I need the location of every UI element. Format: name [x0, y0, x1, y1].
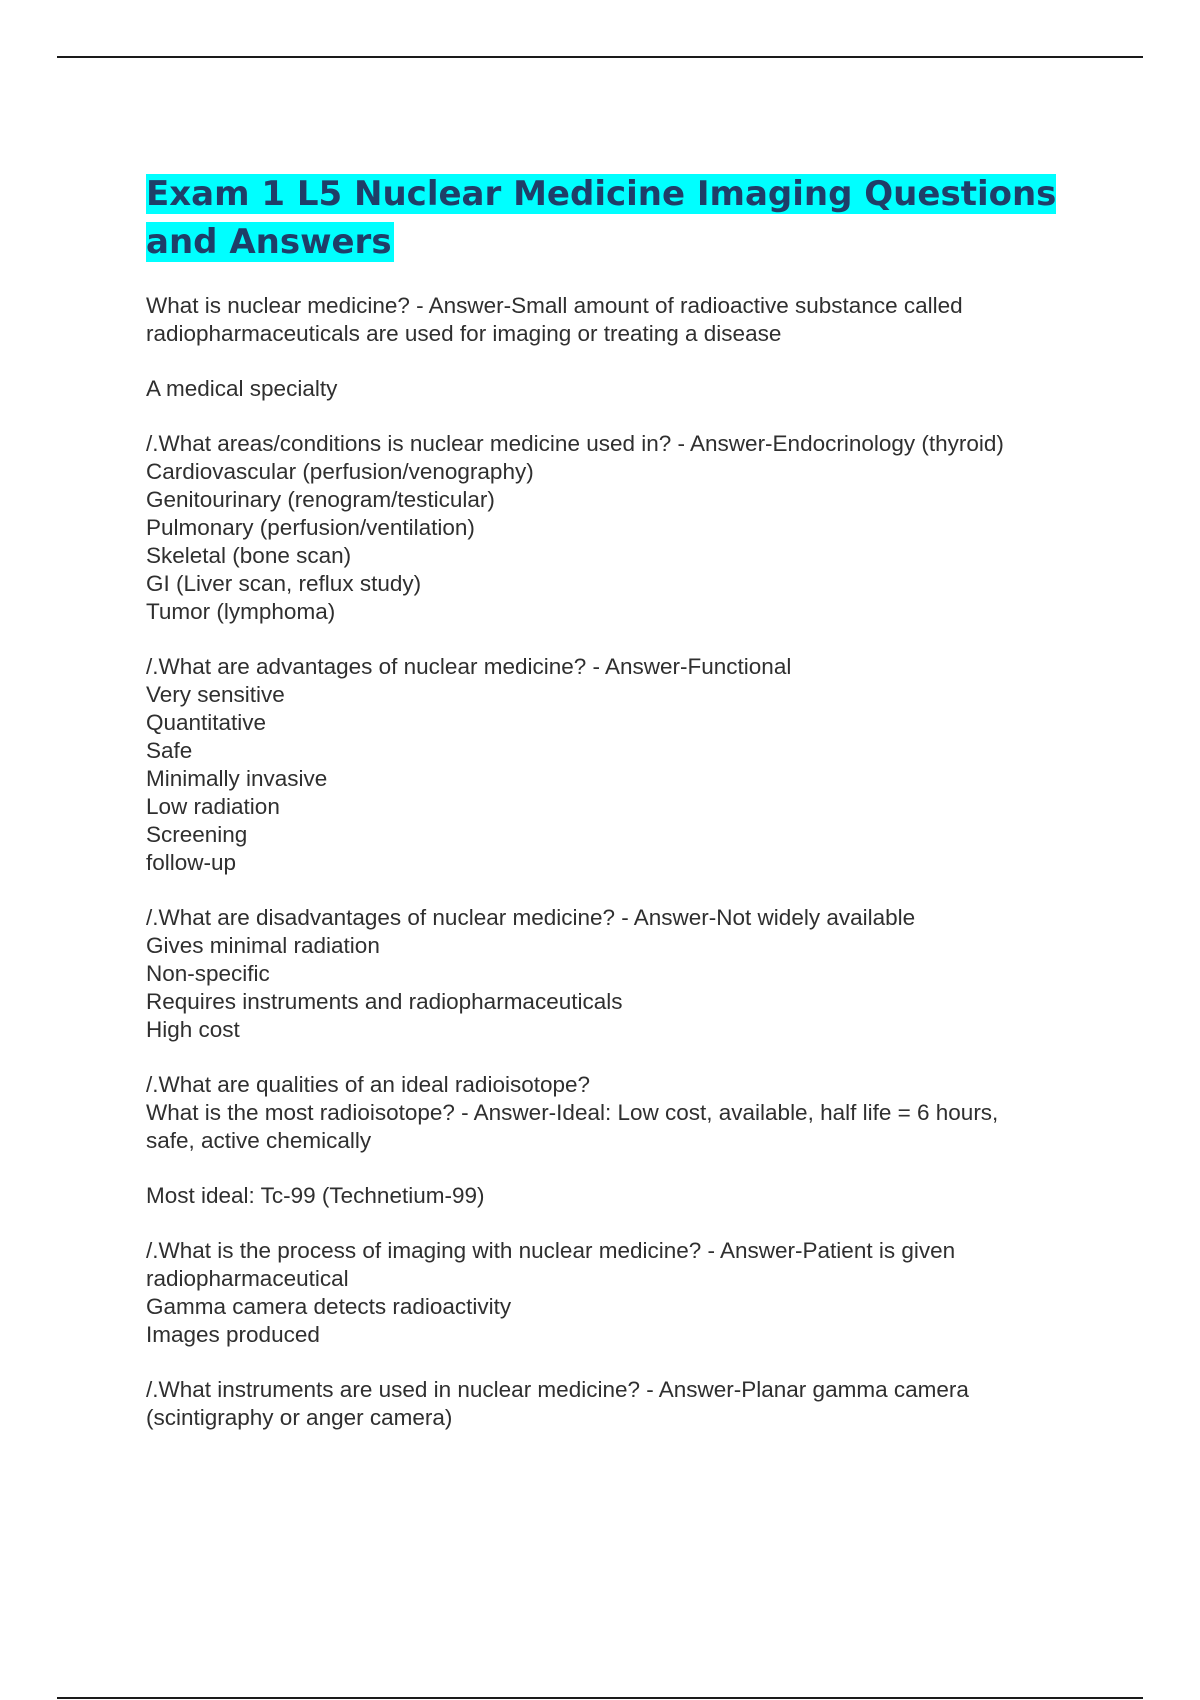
text-line: /.What areas/conditions is nuclear medicine used in? - Answer-Endocrinology (thyroid) — [146, 431, 1004, 456]
qa-block — [146, 375, 1096, 403]
text-line: /.What are advantages of nuclear medicine? - Answer-Functional — [146, 654, 792, 679]
document-title — [146, 170, 1096, 266]
text-line: What is nuclear medicine? - Answer-Small amount of radioactive substance called — [146, 293, 963, 318]
text-line: Gives minimal radiation — [146, 933, 380, 958]
text-line: radiopharmaceutical — [146, 1266, 349, 1291]
text-line: Minimally invasive — [146, 766, 328, 791]
text-line: safe, active chemically — [146, 1128, 372, 1153]
top-divider — [57, 56, 1143, 58]
text-line: Genitourinary (renogram/testicular) — [146, 487, 495, 512]
text-line: Very sensitive — [146, 682, 285, 707]
qa-block — [146, 430, 1096, 626]
text-line: /.What are disadvantages of nuclear medicine? - Answer-Not widely available — [146, 905, 916, 930]
qa-block — [146, 904, 1096, 1044]
text-line: Requires instruments and radiopharmaceuticals — [146, 989, 623, 1014]
text-line: Gamma camera detects radioactivity — [146, 1294, 512, 1319]
document-body — [146, 170, 1096, 1459]
qa-block — [146, 1237, 1096, 1349]
qa-block — [146, 1071, 1096, 1155]
text-line: High cost — [146, 1017, 240, 1042]
text-line: Non-specific — [146, 961, 270, 986]
text-line: /.What instruments are used in nuclear medicine? - Answer-Planar gamma camera — [146, 1377, 969, 1402]
text-line: Cardiovascular (perfusion/venography) — [146, 459, 534, 484]
qa-list — [146, 292, 1096, 1432]
qa-block — [146, 1182, 1096, 1210]
qa-block — [146, 653, 1096, 877]
text-line: follow-up — [146, 850, 237, 875]
text-line: Low radiation — [146, 794, 280, 819]
text-line: Skeletal (bone scan) — [146, 543, 352, 568]
text-line: Pulmonary (perfusion/ventilation) — [146, 515, 475, 540]
text-line: Images produced — [146, 1322, 320, 1347]
text-line: Most ideal: Tc-99 (Technetium-99) — [146, 1183, 485, 1208]
qa-block — [146, 1376, 1096, 1432]
text-line: /.What is the process of imaging with nuclear medicine? - Answer-Patient is given — [146, 1238, 956, 1263]
text-line: Tumor (lymphoma) — [146, 599, 336, 624]
text-line: GI (Liver scan, reflux study) — [146, 571, 422, 596]
text-line: radiopharmaceuticals are used for imaging or treating a disease — [146, 321, 782, 346]
text-line: Quantitative — [146, 710, 267, 735]
qa-block — [146, 292, 1096, 348]
text-line: What is the most radioisotope? - Answer-Ideal: Low cost, available, half life = 6 hours, — [146, 1100, 999, 1125]
text-line: /.What are qualities of an ideal radioisotope? — [146, 1072, 591, 1097]
text-line: A medical specialty — [146, 376, 338, 401]
text-line: (scintigraphy or anger camera) — [146, 1405, 453, 1430]
text-line: Safe — [146, 738, 193, 763]
title-highlight: Exam 1 L5 Nuclear Medicine Imaging Questions and Answers — [146, 174, 1057, 262]
bottom-divider — [57, 1697, 1143, 1699]
text-line: Screening — [146, 822, 248, 847]
